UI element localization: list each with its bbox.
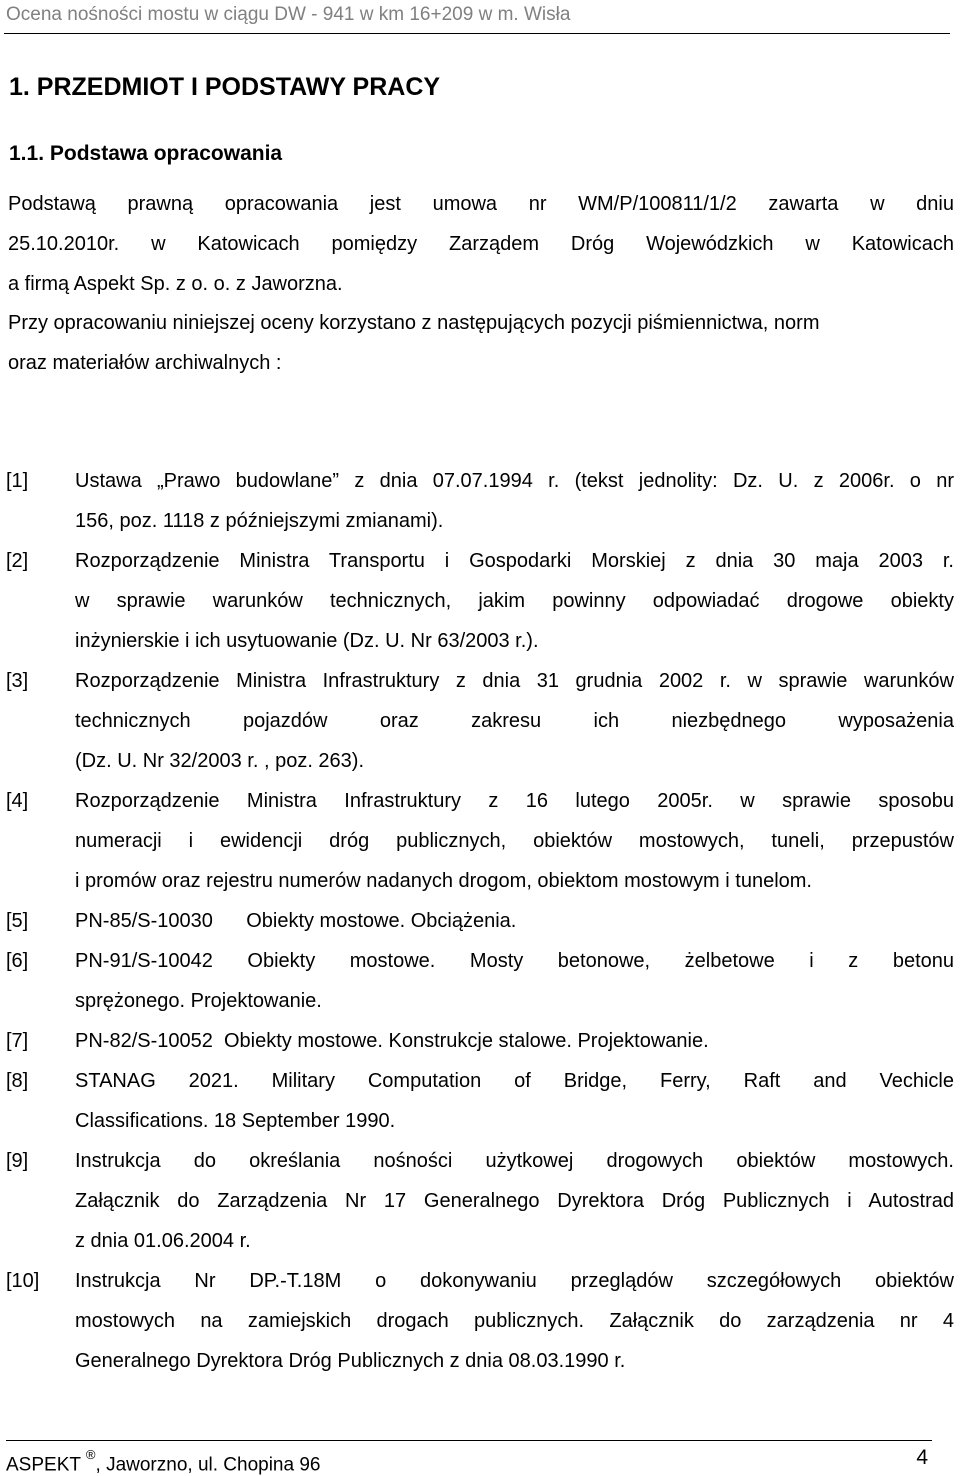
- footer-address-text: , Jaworzno, ul. Chopina 96: [95, 1454, 321, 1476]
- reference-line: STANAG 2021. Military Computation of Bridge, Ferry, Raft and Vechicle: [75, 1070, 954, 1092]
- reference-number: [3]: [6, 670, 29, 692]
- reference-item: [6, 1061, 954, 1141]
- reference-item: [6, 461, 954, 541]
- reference-number: [5]: [6, 910, 29, 932]
- reference-item: [6, 1261, 954, 1381]
- reference-line: (Dz. U. Nr 32/2003 r. , poz. 263).: [75, 750, 365, 772]
- reference-item: [6, 661, 954, 781]
- footer-address: [6, 1447, 321, 1476]
- reference-text: [75, 461, 954, 541]
- reference-line: PN-91/S-10042 Obiekty mostowe. Mosty betonowe, żelbetowe i z betonu: [75, 950, 954, 972]
- header-divider: [4, 33, 950, 34]
- reference-line: 156, poz. 1118 z późniejszymi zmianami).: [75, 510, 444, 532]
- reference-number: [10]: [6, 1270, 40, 1292]
- reference-line: PN-82/S-10052 Obiekty mostowe. Konstrukcje stalowe. Projektowanie.: [75, 1030, 709, 1052]
- reference-text: [75, 1061, 954, 1141]
- sources-paragraph: [8, 303, 954, 383]
- reference-line: inżynierskie i ich usytuowanie (Dz. U. Nr 63/2003 r.).: [75, 630, 539, 652]
- reference-line: z dnia 01.06.2004 r.: [75, 1230, 251, 1252]
- reference-number: [9]: [6, 1150, 29, 1172]
- reference-number: [6]: [6, 950, 29, 972]
- reference-text: [75, 541, 954, 661]
- intro-line: 25.10.2010r. w Katowicach pomiędzy Zarządem Dróg Wojewódzkich w Katowicach: [8, 233, 954, 255]
- intro-line: Podstawą prawną opracowania jest umowa nr WM/P/100811/1/2 zawarta w dniu: [8, 193, 954, 215]
- reference-line: Załącznik do Zarządzenia Nr 17 Generalnego Dyrektora Dróg Publicznych i Autostrad: [75, 1190, 954, 1212]
- reference-text: [75, 1141, 954, 1261]
- reference-item: [6, 941, 954, 1021]
- intro-paragraph: [8, 184, 954, 304]
- reference-line: Instrukcja Nr DP.-T.18M o dokonywaniu przeglądów szczegółowych obiektów: [75, 1270, 954, 1292]
- reference-line: mostowych na zamiejskich drogach publicznych. Załącznik do zarządzenia nr 4: [75, 1310, 954, 1332]
- reference-text: [75, 901, 954, 941]
- reference-line: Instrukcja do określania nośności użytkowej drogowych obiektów mostowych.: [75, 1150, 954, 1172]
- reference-line: numeracji i ewidencji dróg publicznych, obiektów mostowych, tuneli, przepustów: [75, 830, 954, 852]
- intro-line: a firmą Aspekt Sp. z o. o. z Jaworzna.: [8, 273, 343, 295]
- reference-line: i promów oraz rejestru numerów nadanych drogom, obiektom mostowym i tunelom.: [75, 870, 812, 892]
- footer-divider: [6, 1440, 932, 1441]
- reference-line: Generalnego Dyrektora Dróg Publicznych z dnia 08.03.1990 r.: [75, 1350, 626, 1372]
- page-number: 4: [916, 1446, 928, 1469]
- reference-line: Ustawa „Prawo budowlane” z dnia 07.07.1994 r. (tekst jednolity: Dz. U. z 2006r. o nr: [75, 470, 954, 492]
- reference-number: [8]: [6, 1070, 29, 1092]
- reference-line: Rozporządzenie Ministra Infrastruktury z dnia 31 grudnia 2002 r. w sprawie warunków: [75, 670, 954, 692]
- reference-text: [75, 1021, 954, 1061]
- reference-line: technicznych pojazdów oraz zakresu ich niezbędnego wyposażenia: [75, 710, 954, 732]
- reference-number: [2]: [6, 550, 29, 572]
- reference-line: Classifications. 18 September 1990.: [75, 1110, 396, 1132]
- reference-text: [75, 1261, 954, 1381]
- reference-item: [6, 541, 954, 661]
- reference-line: Rozporządzenie Ministra Transportu i Gospodarki Morskiej z dnia 30 maja 2003 r.: [75, 550, 954, 572]
- reference-number: [1]: [6, 470, 29, 492]
- reference-list: [6, 461, 954, 1381]
- reference-line: PN-85/S-10030 Obiekty mostowe. Obciążenia.: [75, 910, 517, 932]
- sources-line: Przy opracowaniu niniejszej oceny korzystano z następujących pozycji piśmiennictwa, norm: [8, 312, 820, 334]
- reference-line: w sprawie warunków technicznych, jakim powinny odpowiadać drogowe obiekty: [75, 590, 954, 612]
- section-heading: 1. PRZEDMIOT I PODSTAWY PRACY: [9, 73, 441, 101]
- reference-item: [6, 781, 954, 901]
- reference-item: [6, 1141, 954, 1261]
- reference-line: sprężonego. Projektowanie.: [75, 990, 322, 1012]
- reference-text: [75, 661, 954, 781]
- subsection-heading: 1.1. Podstawa opracowania: [9, 142, 283, 165]
- registered-mark: ®: [85, 1447, 96, 1462]
- footer-company: ASPEKT: [6, 1454, 81, 1476]
- reference-item: [6, 901, 954, 941]
- reference-number: [7]: [6, 1030, 29, 1052]
- running-header-title: Ocena nośności mostu w ciągu DW - 941 w km 16+209 w m. Wisła: [6, 4, 571, 25]
- sources-line: oraz materiałów archiwalnych :: [8, 352, 282, 374]
- reference-text: [75, 781, 954, 901]
- reference-number: [4]: [6, 790, 29, 812]
- reference-text: [75, 941, 954, 1021]
- reference-line: Rozporządzenie Ministra Infrastruktury z 16 lutego 2005r. w sprawie sposobu: [75, 790, 954, 812]
- reference-item: [6, 1021, 954, 1061]
